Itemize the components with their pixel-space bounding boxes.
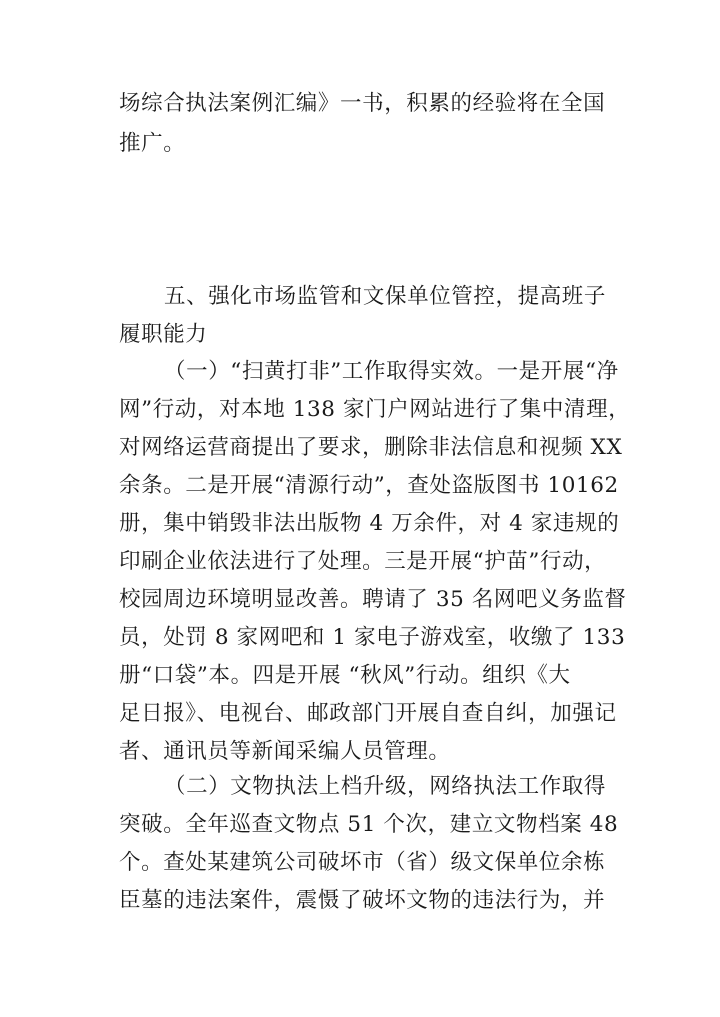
text-line: 册“口袋”本。四是开展 “秋风”行动。组织《大: [119, 663, 571, 688]
text-line: 网”行动，对本地 138 家门户网站进行了集中清理，: [119, 397, 631, 422]
text-line: 推广。: [119, 131, 186, 156]
text-line: 员，处罚 8 家网吧和 1 家电子游戏室，收缴了 133: [119, 625, 626, 650]
text-line: （一）“扫黄打非”工作取得实效。一是开展“净: [164, 359, 619, 384]
text-line: 印刷企业依法进行了处理。三是开展“护苗”行动，: [119, 549, 607, 574]
section-heading: 履职能力: [119, 322, 208, 347]
text-line: 册，集中销毁非法出版物 4 万余件，对 4 家违规的: [119, 511, 620, 536]
text-line: 突破。全年巡查文物点 51 个次，建立文物档案 48: [119, 812, 619, 837]
text-line: 余条。二是开展“清源行动”，查处盗版图书 10162: [119, 473, 619, 498]
section-heading: 五、强化市场监管和文保单位管控，提高班子: [164, 284, 607, 309]
text-line: 臣墓的违法案件，震慑了破坏文物的违法行为，并: [119, 888, 606, 913]
text-line: 场综合执法案例汇编》一书，积累的经验将在全国: [119, 91, 606, 116]
text-line: 足日报》、电视台、邮政部门开展自查自纠，加强记: [119, 701, 617, 726]
text-line: 者、通讯员等新闻采编人员管理。: [119, 739, 451, 764]
text-line: 校园周边环境明显改善。聘请了 35 名网吧义务监督: [119, 587, 627, 612]
text-line: 对网络运营商提出了要求，删除非法信息和视频 XX: [119, 435, 623, 460]
text-line: 个。查处某建筑公司破坏市（省）级文保单位余栋: [119, 850, 606, 875]
text-line: （二）文物执法上档升级，网络执法工作取得: [164, 774, 607, 799]
